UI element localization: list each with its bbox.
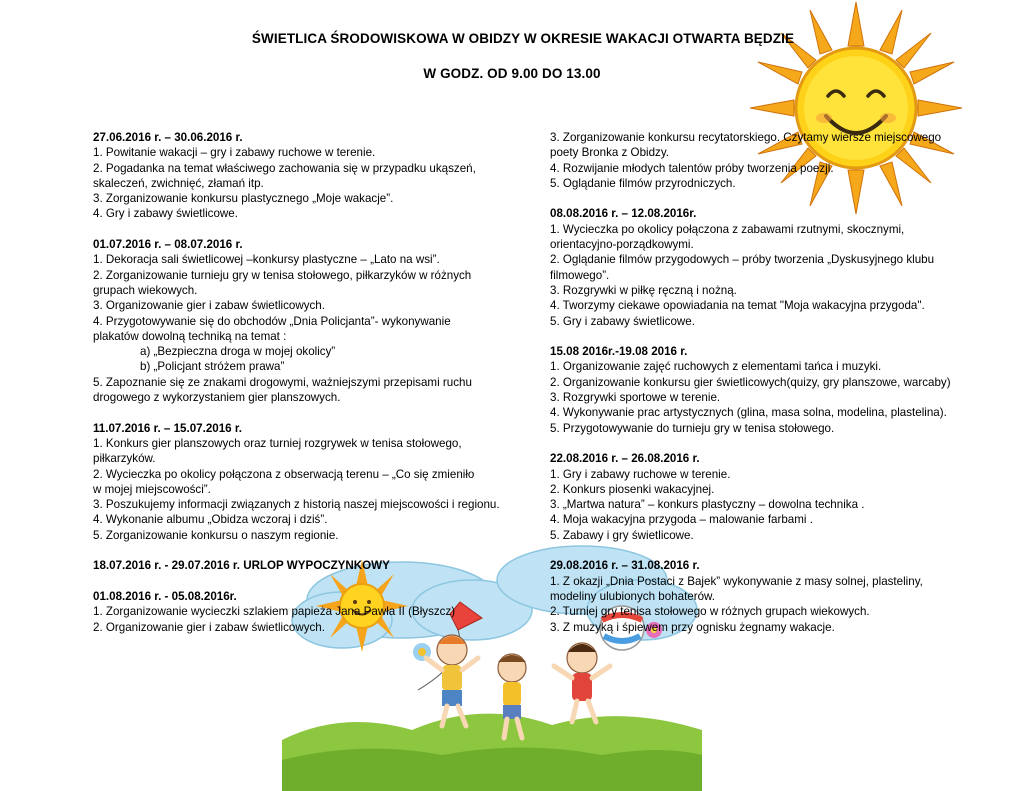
activity-line: 5. Zabawy i gry świetlicowe. (550, 528, 694, 542)
activity-line: 2. Organizowanie konkursu gier świetlicowych(quizy, gry planszowe, warcaby) (550, 375, 951, 389)
activity-line: 4. Gry i zabawy świetlicowe. (93, 207, 238, 221)
activity-line: 2. Organizowanie gier i zabaw świetlicowych. (93, 620, 325, 634)
section-date-heading: 15.08 2016r.-19.08 2016 r. (550, 345, 688, 359)
activity-line: 1. Z okazji „Dnia Postaci z Bajek” wykonywanie z masy solnej, plasteliny, (550, 574, 923, 588)
activity-line: 4. Tworzymy ciekawe opowiadania na temat "Moja wakacyjna przygoda". (550, 299, 925, 313)
activity-line: 3. „Martwa natura” – konkurs plastyczny – dowolna technika . (550, 498, 865, 512)
section-date-heading: 01.08.2016 r. - 05.08.2016r. (93, 589, 237, 603)
activity-line: 1. Dekoracja sali świetlicowej –konkursy plastyczne – „Lato na wsi”. (93, 253, 440, 267)
activity-subitem: a) „Bezpieczna droga w mojej okolicy” (140, 345, 336, 359)
schedule-section (93, 421, 533, 543)
schedule-left-column (93, 130, 533, 650)
activity-line: 4. Wykonywanie prac artystycznych (glina, masa solna, modelina, plastelina). (550, 406, 947, 420)
activity-line: 3. Zorganizowanie konkursu recytatorskiego. Czytamy wiersze miejscowego (550, 131, 942, 144)
activity-line: 1. Organizowanie zajęć ruchowych z elementami tańca i muzyki. (550, 360, 882, 374)
section-date-heading: 08.08.2016 r. – 12.08.2016r. (550, 207, 697, 221)
schedule-section (93, 130, 533, 222)
schedule-right-column (550, 130, 970, 650)
activity-line: 3. Poszukujemy informacji związanych z historią naszej miejscowości i regionu. (93, 498, 500, 512)
activity-line: 3. Z muzyką i śpiewem przy ognisku żegnamy wakacje. (550, 620, 835, 634)
opening-hours-title: W GODZ. OD 9.00 DO 13.00 (423, 66, 601, 81)
activity-line: drogowego z wykorzystaniem gier planszowych. (93, 391, 341, 405)
activity-line: modeliny ulubionych bohaterów. (550, 589, 715, 603)
activity-line: piłkarzyków. (93, 452, 156, 466)
activity-line: orientacyjno-porządkowymi. (550, 238, 694, 252)
section-date-heading: 01.07.2016 r. – 08.07.2016 r. (93, 238, 243, 252)
schedule-section (550, 130, 970, 191)
schedule-section (550, 206, 970, 328)
activity-subitem: b) „Policjant stróżem prawa” (140, 360, 285, 374)
activity-line: 1. Wycieczka po okolicy połączona z zabawami rzutnymi, skocznymi, (550, 222, 905, 236)
activity-line: 2. Zorganizowanie turnieju gry w tenisa stołowego, piłkarzyków w różnych (93, 268, 472, 282)
schedule-section (93, 589, 533, 635)
schedule-section (93, 558, 533, 573)
activity-line: 5. Zorganizowanie konkursu o naszym regionie. (93, 528, 339, 542)
activity-line: 1. Powitanie wakacji – gry i zabawy ruchowe w terenie. (93, 146, 376, 160)
section-date-heading: 11.07.2016 r. – 15.07.2016 r. (93, 421, 242, 435)
activity-line: 3. Organizowanie gier i zabaw świetlicowych. (93, 299, 325, 313)
activity-line: 2. Pogadanka na temat właściwego zachowania się w przypadku ukąszeń, (93, 161, 476, 175)
activity-line: filmowego”. (550, 268, 610, 282)
activity-line: 3. Zorganizowanie konkursu plastycznego „Moje wakacje”. (93, 192, 394, 206)
section-date-heading: 29.08.2016 r. – 31.08.2016 r. (550, 559, 700, 573)
schedule-section (550, 344, 970, 436)
activity-line: 4. Rozwijanie młodych talentów próby tworzenia poezji. (550, 161, 834, 175)
activity-line: w mojej miejscowości”. (93, 482, 211, 496)
activity-line: 4. Przygotowywanie się do obchodów „Dnia Policjanta”- wykonywanie (93, 314, 451, 328)
schedule-section (550, 558, 970, 634)
activity-line: 5. Zapoznanie się ze znakami drogowymi, ważniejszymi przepisami ruchu (93, 375, 472, 389)
section-date-heading: 27.06.2016 r. – 30.06.2016 r. (93, 131, 243, 144)
activity-line: 2. Wycieczka po okolicy połączona z obserwacją terenu – „Co się zmieniło (93, 467, 475, 481)
activity-line: poety Bronka z Obidzy. (550, 146, 669, 160)
activity-line: plakatów dowolną techniką na temat : (93, 329, 287, 343)
activity-line: 2. Konkurs piosenki wakacyjnej. (550, 482, 715, 496)
activity-line: 4. Wykonanie albumu „Obidza wczoraj i dziś”. (93, 513, 328, 527)
activity-line: grupach wiekowych. (93, 283, 198, 297)
activity-line: 3. Rozgrywki sportowe w terenie. (550, 391, 721, 405)
schedule-section (550, 451, 970, 543)
activity-line: 5. Przygotowywanie do turnieju gry w tenisa stołowego. (550, 421, 835, 435)
page-title: ŚWIETLICA ŚRODOWISKOWA W OBIDZY W OKRESIE WAKACJI OTWARTA BĘDZIE (251, 31, 795, 46)
activity-line: skaleczeń, zwichnięć, złamań itp. (93, 176, 264, 190)
activity-line: 2. Oglądanie filmów przygodowych – próby tworzenia „Dyskusyjnego klubu (550, 253, 935, 267)
activity-line: 5. Oglądanie filmów przyrodniczych. (550, 176, 736, 190)
schedule-section (93, 237, 533, 405)
activity-line: 5. Gry i zabawy świetlicowe. (550, 314, 695, 328)
activity-line: 1. Konkurs gier planszowych oraz turniej rozgrywek w tenisa stołowego, (93, 436, 462, 450)
activity-line: 3. Rozgrywki w piłkę ręczną i nożną. (550, 283, 737, 297)
section-date-heading: 18.07.2016 r. - 29.07.2016 r. URLOP WYPOCZYNKOWY (93, 559, 390, 573)
section-date-heading: 22.08.2016 r. – 26.08.2016 r. (550, 452, 700, 466)
activity-line: 1. Zorganizowanie wycieczki szlakiem papieża Jana Pawła II (Błyszcz) (93, 605, 456, 619)
activity-line: 4. Moja wakacyjna przygoda – malowanie farbami . (550, 513, 813, 527)
activity-line: 2. Turniej gry tenisa stołowego w różnych grupach wiekowych. (550, 605, 870, 619)
activity-line: 1. Gry i zabawy ruchowe w terenie. (550, 467, 731, 481)
